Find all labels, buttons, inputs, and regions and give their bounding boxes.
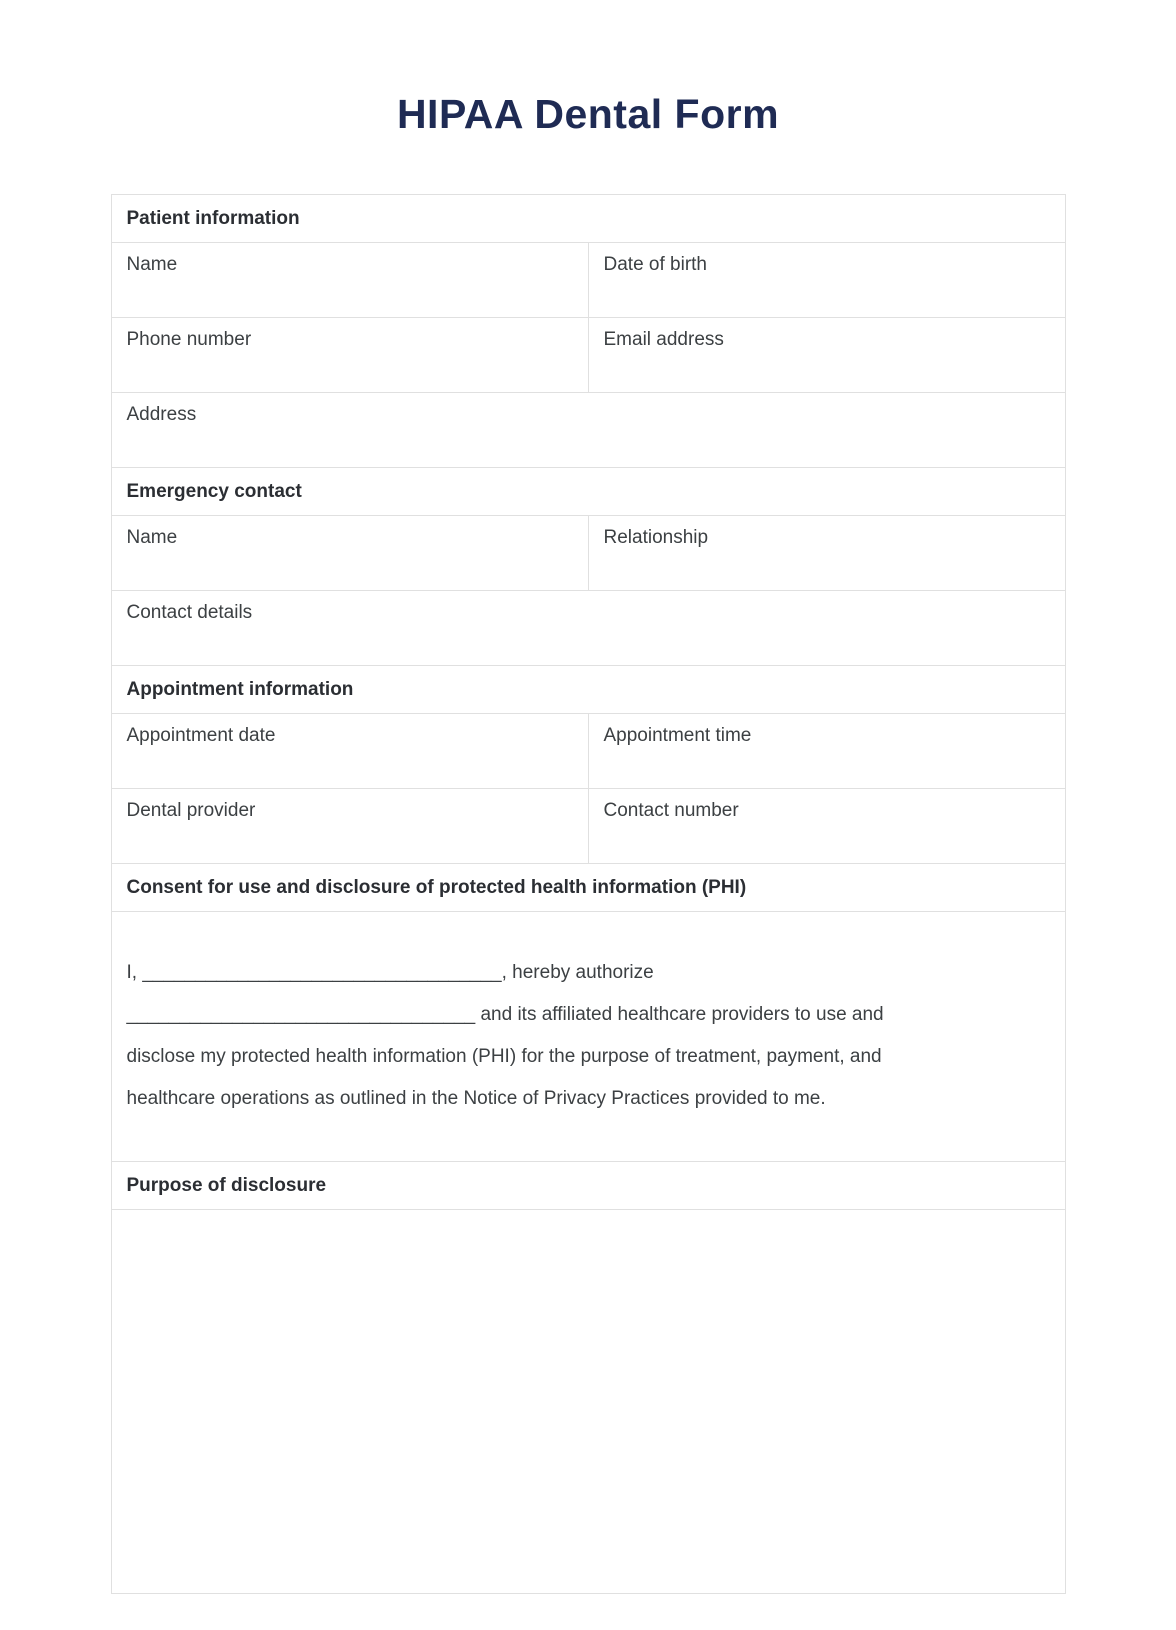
table-row (111, 393, 1065, 468)
section-title: Patient information (126, 207, 300, 229)
section-title: Emergency contact (126, 480, 302, 502)
table-row (111, 516, 1065, 591)
field-label-email-address: Email address (603, 329, 724, 350)
section-title: Consent for use and disclosure of protected health information (PHI) (126, 876, 747, 898)
field-label-dental-provider: Dental provider (126, 800, 256, 821)
field-label-phone-number: Phone number (126, 329, 252, 350)
field-patient-name[interactable] (111, 243, 588, 318)
field-emergency-name[interactable] (111, 516, 588, 591)
section-header-consent (111, 864, 1065, 912)
purpose-fill-area[interactable] (111, 1210, 1065, 1594)
consent-line-4: healthcare operations as outlined in the Notice of Privacy Practices provided to me. (126, 1088, 826, 1109)
field-label-emergency-name: Name (126, 527, 178, 548)
field-appointment-time[interactable] (588, 714, 1065, 789)
field-relationship[interactable] (588, 516, 1065, 591)
field-label-contact-number: Contact number (603, 800, 739, 821)
consent-line-3: disclose my protected health information (PHI) for the purpose of treatment, payment, and (126, 1046, 882, 1067)
section-row-consent (111, 864, 1065, 912)
section-row-purpose-of-disclosure (111, 1162, 1065, 1210)
field-contact-details[interactable] (111, 591, 1065, 666)
field-appointment-date[interactable] (111, 714, 588, 789)
field-label-address: Address (126, 404, 197, 425)
page-title: HIPAA Dental Form (396, 91, 780, 137)
field-email-address[interactable] (588, 318, 1065, 393)
table-row (111, 714, 1065, 789)
section-row-appointment-information (111, 666, 1065, 714)
section-header-emergency-contact (111, 468, 1065, 516)
field-label-appointment-date: Appointment date (126, 725, 276, 746)
field-phone-number[interactable] (111, 318, 588, 393)
consent-line-2: _________________________________ and its affiliated healthcare providers to use and (126, 1004, 884, 1025)
table-row (111, 912, 1065, 1162)
consent-paragraph-cell[interactable] (111, 912, 1065, 1162)
field-label-relationship: Relationship (603, 527, 709, 548)
field-dental-provider[interactable] (111, 789, 588, 864)
section-row-emergency-contact (111, 468, 1065, 516)
table-row (111, 789, 1065, 864)
field-label-contact-details: Contact details (126, 602, 253, 623)
section-header-patient-information (111, 195, 1065, 243)
field-label-date-of-birth: Date of birth (603, 254, 707, 275)
section-row-patient-information (111, 195, 1065, 243)
table-row (111, 318, 1065, 393)
table-row (111, 243, 1065, 318)
hipaa-form-table (111, 194, 1066, 1594)
section-header-purpose-of-disclosure (111, 1162, 1065, 1210)
field-contact-number[interactable] (588, 789, 1065, 864)
table-row (111, 1210, 1065, 1594)
consent-line-1: I, __________________________________, hereby authorize (126, 962, 654, 983)
section-title: Purpose of disclosure (126, 1174, 327, 1196)
field-label-name: Name (126, 254, 178, 275)
section-title: Appointment information (126, 678, 354, 700)
field-date-of-birth[interactable] (588, 243, 1065, 318)
table-row (111, 591, 1065, 666)
field-address[interactable] (111, 393, 1065, 468)
field-label-appointment-time: Appointment time (603, 725, 752, 746)
section-header-appointment-information (111, 666, 1065, 714)
